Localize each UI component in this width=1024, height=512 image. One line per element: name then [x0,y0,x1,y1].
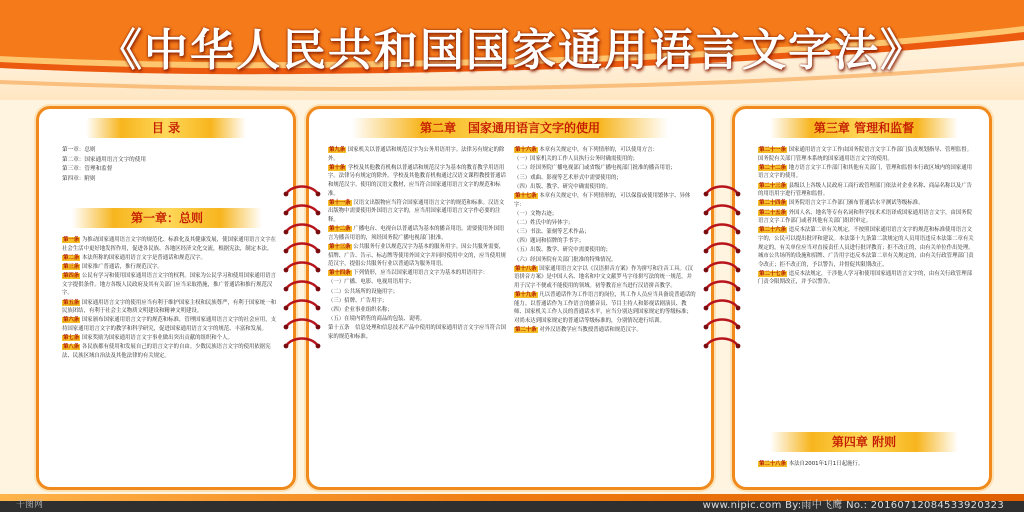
binder-ring [284,339,321,349]
article [328,199,506,225]
article-item: （二）姓氏中的异体字； [514,219,574,226]
article-label: 第八条 [63,344,80,351]
watermark-right: www.nipic.com By:雨中飞鹰 No.: 20160712084533920323 [702,500,1004,511]
article [758,146,974,163]
article-item: （三）招牌、广告用字； [328,297,388,304]
article-label: 第十八条 [515,265,537,272]
article-label: 第十七条 [515,192,537,199]
toc-item: 第一章：总则 [62,147,96,153]
article-label: 第九条 [329,147,346,153]
toc-list [62,146,272,184]
article-text: 国家推广普通话，推行规范汉字。 [81,263,163,270]
article [514,265,696,291]
article-text: 下列情形，应当以国家通用语言文字为基本的用语用字： [353,270,489,277]
binder-rings-right [702,180,742,350]
binder-ring [704,244,741,254]
article [328,243,506,269]
article-label: 第三条 [63,263,80,270]
article-text: 国家通用语言文字工作由国务院语言文字工作部门负责规划指导、管理监督。国务院有关部门管理本系统的国家通用语言文字的使用。 [758,147,972,162]
article [328,164,506,198]
article-text: 本章有关规定中，有下列情形的，可以使用方言： [539,147,658,153]
binder-ring [284,263,321,273]
binder-ring [704,282,741,292]
article-label: 第四条 [63,273,80,280]
chapter4-articles [758,460,974,469]
binder-rings-right-svg [702,180,742,350]
article-text: 各民族都有使用和发展自己的语言文字的自由。少数民族语言文字的使用依据宪法、民族区域自治法及其他法律的有关规定。 [62,344,271,359]
article-item: 第十五条 信息处理和信息技术产品中使用的国家通用语言文字应当符合国家的规范和标准。 [328,325,506,340]
article-item: （二）经国务院广播电视部门或省级广播电视部门批准的播音用语； [514,165,676,172]
article-item: （五）在境内销售的商品的包装、说明。 [328,316,426,323]
article-label: 第十二条 [329,226,351,233]
article-label: 第七条 [63,335,80,342]
article-label: 第十一条 [329,199,351,206]
article-item: （一）广播、电影、电视用语用字； [328,279,415,286]
article-item: （四）出版、教学、研究中确需使用的。 [514,183,612,190]
article-text: 为推动国家通用语言文字的规范化、标准化及其健康发展，使国家通用语言文字在社会生活中更好地发挥作用，促进各民族、各地区经济文化交流，根据宪法，制定本法。 [62,237,276,252]
article-text: 公民有学习和使用国家通用语言文字的权利。国家为公民学习和使用国家通用语言文字提供条件。地方各级人民政府及其有关部门应当采取措施，推广普通话和推行规范汉字。 [62,273,276,297]
article [758,226,974,269]
article-item: （二）公共场所的设施用字； [328,288,399,295]
article-item: （五）出版、教学、研究中需要使用的； [514,247,612,254]
article-label: 第二十条 [515,327,537,334]
article-text: 公共服务行业以规范汉字为基本的服务用字。因公共服务需要，招牌、广告、告示、标志牌等使用外国文字并同时使用中文的，应当使用规范汉字。提倡公共服务行业以普通话为服务用语。 [328,243,506,268]
article-text: 外国人名、地名等专有名词和科学技术术语译成国家通用语言文字，由国务院语言文字工作部门或者其他有关部门组织审定。 [758,209,972,225]
binder-ring [284,320,321,330]
binder-ring [284,206,321,216]
binder-ring [704,206,741,216]
article [62,316,276,333]
article-text: 国务院语言文字工作部门颁布普通话水平测试等级标准。 [788,200,924,207]
article-label: 第十九条 [515,292,537,299]
toc-title: 目 录 [151,121,181,135]
toc-item: 第三章：管理和监督 [62,166,113,173]
toc-title-banner [86,118,246,138]
article-label: 第六条 [63,317,80,324]
binder-ring [284,187,321,197]
chapter1-articles [62,236,276,361]
chapter2-title: 第二章 国家通用语言文字的使用 [419,121,600,135]
article [758,164,974,181]
article [62,334,276,343]
chapter2-title-banner [352,118,668,138]
article-text: 国家颁布国家通用语言文字的规范和标准，管理国家通用语言文字的社会应用，支持国家通用语言文字的教学和科学研究，促进国家通用语言文字的规范、丰富和发展。 [62,317,276,332]
article [328,146,506,163]
article [514,291,696,325]
chapter1-title: 第一章：总则 [130,211,203,225]
article-text: 违反本法规定，干涉他人学习和使用国家通用语言文字的，由有关行政管理部门责令限期改正，并予以警告。 [758,270,972,286]
binder-ring [704,187,741,197]
article [758,460,974,469]
article-label: 第二十二条 [759,164,786,171]
header-banner [0,0,1024,100]
article-item: （一）文物古迹； [514,210,558,217]
article-text: 国家通用语言文字以《汉语拼音方案》作为拼写和注音工具。《汉语拼音方案》是中国人名、地名和中文文献罗马字母拼写法的统一规范，并用于汉字不便或不能使用的领域。初等教育应当进行汉语拼音教学。 [514,265,693,290]
article-text: 学校及其他教育机构以普通话和规范汉字为基本的教育教学用语用字。法律另有规定的除外。学校及其他教育机构通过汉语文课程教授普通话和规范汉字。使用的汉语文教材，应当符合国家通用语言文字的规范和标准。 [328,164,506,197]
article-item: （六）经国务院有关部门批准的特殊情况。 [514,256,617,263]
article [758,182,974,199]
article [514,146,696,155]
binder-ring [704,320,741,330]
chapter3-title-banner [770,118,958,138]
article-text: 广播电台、电视台以普通话为基本的播音用语。需要使用外国语言为播音用语的，须经国务院广播电视部门批准。 [328,226,505,241]
binder-ring [704,339,741,349]
article-text: 汉语文出版物应当符合国家通用语言文字的规范和标准。汉语文出版物中需要使用外国语言文字的，应当用国家通用语言文字作必要的注释。 [328,199,505,223]
toc-item: 第四章：附则 [62,175,96,182]
article [328,269,506,278]
binder-ring [704,225,741,235]
article [758,270,974,287]
chapter3-articles [758,146,974,288]
binder-ring [704,263,741,273]
article-text: 地方语言文字工作部门和其他有关部门，管理和监督本行政区域内的国家通用语言文字的使用。 [758,164,972,180]
article-label: 第十六条 [515,147,537,153]
article-text: 违反本法第二章有关规定，不按照国家通用语言文字的规范和标准使用语言文字的，公民可以提出批评和建议。本法第十九条第二款规定的人员用语违反本法第二章有关规定的，有关单位应当对直接责任人员进行批评教育；拒不改正的，由有关单位作出处理。城市公共场所的设施和招牌、广告用字违反本法第二章有关规定的，由有关行政管理部门责令改正；拒不改正的，予以警告，并督促其限期改正。 [758,227,974,268]
article [62,236,276,253]
article-text: 本法自2001年1月1日起施行。 [788,461,864,467]
article-text: 本法所称的国家通用语言文字是普通话和规范汉字。 [81,254,206,261]
article-item: （三）书法、篆刻等艺术作品； [514,229,590,236]
article-item: （一）国家机关的工作人员执行公务时确需使用的； [514,156,638,163]
article-item: （三）戏曲、影视等艺术形式中需要使用的； [514,174,622,181]
binder-ring [284,244,321,254]
chapter4-title-banner [770,432,958,452]
chapter1-title-banner [72,208,262,228]
article [514,192,696,209]
binder-rings-left-svg [282,180,322,350]
chapter2-col2 [514,146,696,335]
binder-ring [284,225,321,235]
chapter3-title: 第三章 管理和监督 [813,121,915,135]
article-label: 第五条 [63,299,80,306]
article [62,254,276,263]
chapter4-title: 第四章 附则 [831,435,897,449]
toc-item: 第二章：国家通用语言文字的使用 [62,156,146,163]
article-text: 国家通用语言文字的使用应当有利于维护国家主权和民族尊严，有利于国家统一和民族团结，有利于社会主义物质文明建设和精神文明建设。 [62,299,276,315]
article-text: 国家奖励为国家通用语言文字事业做出突出贡献的组织和个人。 [81,335,233,342]
article-label: 第二十三条 [759,182,786,189]
article-text: 本章有关规定中，有下列情形的，可以保留或使用繁体字、异体字： [514,192,691,208]
article-label: 第二十四条 [759,200,786,207]
binder-ring [284,282,321,292]
article-label: 第十条 [329,164,346,171]
article [514,326,696,335]
binder-ring [284,301,321,311]
footer-bar [0,494,1024,512]
article-text: 对外汉语教学应当教授普通话和规范汉字。 [539,327,642,334]
article-text: 国家机关以普通话和规范汉字为公务用语用字。法律另有规定的除外。 [328,147,505,162]
article [62,272,276,298]
article-label: 第十三条 [329,243,351,250]
article [62,343,276,360]
binder-rings-left [282,180,322,350]
article-label: 第二条 [63,254,80,261]
article-item: （四）题词和招牌的手书字； [514,238,585,245]
article-text: 县级以上各级人民政府工商行政管理部门依法对企业名称、商品名称以及广告的用语用字进行管理和监督。 [758,182,972,198]
article-label: 第一条 [63,237,80,243]
article-label: 第二十八条 [759,461,786,467]
article [328,225,506,242]
page-title: 《中华人民共和国国家通用语言文字法》 [98,25,926,76]
article [758,199,974,208]
binder-ring [704,301,741,311]
article [62,299,276,316]
article-label: 第十四条 [329,270,351,277]
article-item: （四）企业事业组织名称； [328,307,393,314]
article-label: 第二十七条 [759,270,786,277]
article-text: 凡以普通话作为工作语言的岗位，其工作人员应当具备说普通话的能力。以普通话作为工作语言的播音员、节目主持人和影视话剧演员、教师、国家机关工作人员的普通话水平，应当分别达到国家规定的等级标准；对尚未达到国家规定的普通话等级标准的，分别情况进行培训。 [514,292,696,324]
article-label: 第二十一条 [759,147,786,153]
article [758,209,974,226]
article [62,263,276,272]
chapter2-col1 [328,146,506,342]
watermark-left: 千图网 [16,500,44,510]
article-label: 第二十六条 [759,227,786,234]
article-label: 第二十五条 [759,209,786,216]
